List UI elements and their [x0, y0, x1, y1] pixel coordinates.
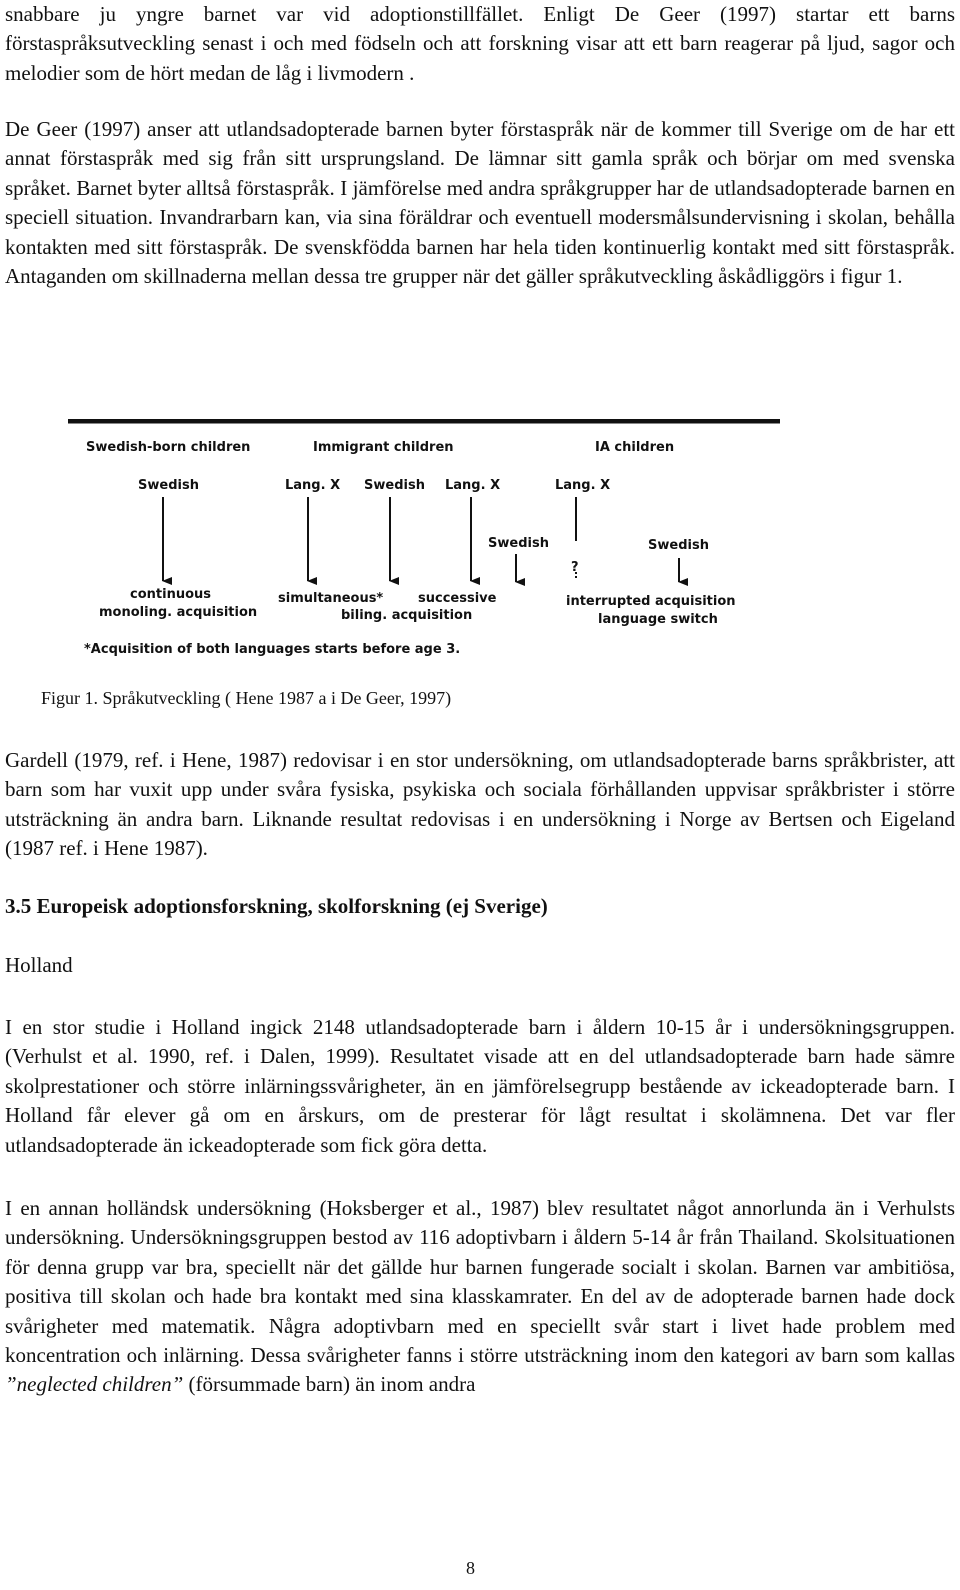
- ia-outcome-2: language switch: [598, 612, 718, 627]
- section-heading: 3.5 Europeisk adoptionsforskning, skolforskning (ej Sverige): [5, 894, 548, 918]
- paragraph-holland-study: I en stor studie i Holland ingick 2148 utlandsadopterade barn i åldern 10-15 år i undersökningsgruppen. (Verhulst et al. 1990, ref. i Dalen, 1999). Resultatet visade att en del utlandsadopterade barn hade sämre skolprestationer och större inlärningssvårigheter, än en jämförelsegrupp bestående av ickeadopterade barn. I Holland får elever gå om en årskurs, om de presterar för lågt resultat i skolämnena. Det var fler utlandsadopterade än ickeadopterade som fick göra detta.: [5, 1015, 955, 1157]
- imm-lang-x-2: Lang. X: [445, 478, 501, 493]
- question-mark: ?: [571, 560, 579, 575]
- paragraph-hoksberger: [5, 1194, 955, 1400]
- imm-outcome-simultaneous: simultaneous*: [278, 591, 384, 606]
- sb-language-swedish: Swedish: [138, 478, 199, 493]
- figure-caption: Figur 1. Språkutveckling ( Hene 1987 a i De Geer, 1997): [41, 688, 452, 708]
- paragraph-intro: snabbare ju yngre barnet var vid adoptionstillfället. Enligt De Geer (1997) startar ett barns förstaspråksutveckling senast i och med födseln och att forskning visar att ett barn reagerar på ljud, sagor och melodier som de hört medan de låg i livmodern .: [5, 2, 955, 85]
- imm-outcome-biling: biling. acquisition: [341, 608, 473, 623]
- neglected-children-term: ”neglected children”: [5, 1372, 184, 1397]
- group-ia: IA children: [595, 440, 675, 455]
- paragraph-de-geer: De Geer (1997) anser att utlandsadopterade barnen byter förstaspråk när de kommer till Sverige om de har ett annat förstaspråk med sig från sitt ursprungsland. De lämnar sitt gamla språk och börjar om med svenska språket. Barnet byter alltså förstaspråk. I jämförelse med andra språkgrupper har de utlandsadopterade barnen en speciell situation. Invandrarbarn kan, via sina föräldrar och eventuell modersmålsundervisning i skolan, behålla kontakten med sitt förstaspråk. De svenskfödda barnen har hela tiden kontinuerlig kontakt med sitt förstaspråk. Antaganden om skillnaderna mellan dessa tre grupper när det gäller språkutveckling åskådliggörs i figur 1.: [5, 117, 955, 289]
- paragraph-hoksberger-tail: (försummade barn) än inom andra: [183, 1372, 476, 1397]
- figure-language-development: [68, 419, 780, 684]
- group-swedish-born: Swedish-born children: [86, 440, 251, 455]
- subsection-holland: Holland: [5, 953, 73, 977]
- sb-outcome-1: continuous: [130, 587, 211, 602]
- ia-lang-x: Lang. X: [555, 478, 611, 493]
- sb-outcome-2: monoling. acquisition: [99, 605, 258, 620]
- ia-outcome-1: interrupted acquisition: [566, 594, 736, 609]
- page-number: 8: [466, 1558, 475, 1578]
- ia-swedish-1: Swedish: [488, 536, 549, 551]
- imm-outcome-successive: successive: [418, 591, 497, 606]
- imm-language-swedish: Swedish: [364, 478, 425, 493]
- paragraph-hoksberger-text: I en annan holländsk undersökning (Hoksberger et al., 1987) blev resultatet något annorlunda än i Verhulsts undersökning. Undersökningsgruppen bestod av 116 adoptivbarn i åldern 5-14 år från Thailand. Skolsituationen för denna grupp var bra, speciellt när det gällde hur barnen fungerade socialt i skolan. Barnen var ambitiösa, positiva till skolan och hade bra kontakt med sina klasskamrater. En del av de adopterade barnen hade dock svårigheter med matematik. Några adoptivbarn med en speciellt svår start i livet hade problem med koncentration och inlärning. Dessa svårigheter fanns i större utsträckning inom den kategori av barn som kallas: [5, 1196, 955, 1368]
- imm-lang-x-1: Lang. X: [285, 478, 341, 493]
- group-immigrant: Immigrant children: [313, 440, 454, 455]
- figure-footnote: *Acquisition of both languages starts before age 3.: [84, 642, 461, 657]
- paragraph-gardell: Gardell (1979, ref. i Hene, 1987) redovisar i en stor undersökning, om utlandsadopterade barns språkbrister, att barn som har vuxit upp under svåra fysiska, psykiska och sociala förhållanden uppvisar språkbrister i större utsträckning än andra barn. Liknande resultat redovisas i en undersökning i Norge av Bertsen och Eigeland (1987 ref. i Hene 1987).: [5, 748, 955, 861]
- ia-swedish-2: Swedish: [648, 538, 709, 553]
